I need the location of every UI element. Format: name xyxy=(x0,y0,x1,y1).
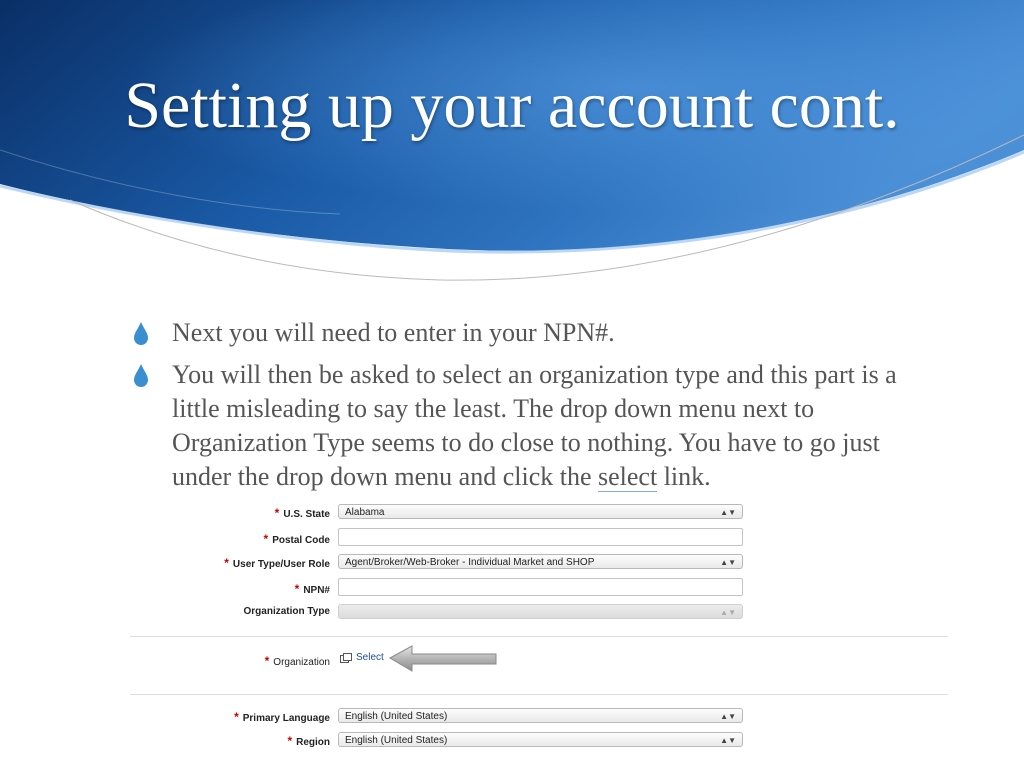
npn-input[interactable] xyxy=(338,578,743,596)
select-word: select xyxy=(598,462,658,491)
npn-row xyxy=(130,578,948,598)
us-state-value: Alabama xyxy=(345,507,385,518)
user-type-row xyxy=(130,552,948,572)
us-state-row xyxy=(130,502,948,522)
bullet-list xyxy=(132,316,932,502)
region-value: English (United States) xyxy=(345,735,448,746)
organization-type-row xyxy=(130,602,948,622)
organization-type-select[interactable] xyxy=(338,604,743,619)
title-banner xyxy=(0,0,1024,300)
primary-language-label: * Primary Language xyxy=(234,710,330,724)
select-link-text: Select xyxy=(356,652,384,663)
divider xyxy=(130,694,948,695)
organization-type-label: Organization Type xyxy=(243,606,330,617)
droplet-icon xyxy=(132,320,150,346)
left-arrow-icon xyxy=(388,644,498,674)
region-select[interactable] xyxy=(338,732,743,747)
select-arrows-icon: ▲▼ xyxy=(720,558,736,567)
account-form xyxy=(130,500,948,762)
bullet-text: Next you will need to enter in your NPN#. xyxy=(172,318,615,347)
region-label: * Region xyxy=(287,734,330,748)
postal-code-input[interactable] xyxy=(338,528,743,546)
organization-select-link[interactable] xyxy=(340,652,384,663)
bullet-item xyxy=(132,316,932,350)
user-type-label: * User Type/User Role xyxy=(224,556,330,570)
primary-language-value: English (United States) xyxy=(345,711,448,722)
droplet-icon xyxy=(132,362,150,388)
primary-language-select[interactable] xyxy=(338,708,743,723)
user-type-select[interactable] xyxy=(338,554,743,569)
region-row xyxy=(130,730,948,750)
user-type-value: Agent/Broker/Web-Broker - Individual Market and SHOP xyxy=(345,557,595,568)
primary-language-row xyxy=(130,706,948,726)
bullet-item xyxy=(132,358,932,494)
select-arrows-icon: ▲▼ xyxy=(720,508,736,517)
organization-row xyxy=(130,650,948,670)
npn-label: * NPN# xyxy=(294,582,330,596)
select-arrows-icon: ▲▼ xyxy=(720,712,736,721)
postal-code-label: * Postal Code xyxy=(263,532,330,546)
organization-label: * Organization xyxy=(264,654,330,668)
select-arrows-icon: ▲▼ xyxy=(720,608,736,617)
us-state-select[interactable] xyxy=(338,504,743,519)
postal-code-row xyxy=(130,528,948,548)
divider xyxy=(130,636,948,637)
bullet-text-end: link. xyxy=(657,462,711,491)
us-state-label: * U.S. State xyxy=(274,506,330,520)
select-arrows-icon: ▲▼ xyxy=(720,736,736,745)
slide-title: Setting up your account cont. xyxy=(124,69,900,142)
popup-window-icon xyxy=(340,653,352,663)
bullet-text: You will then be asked to select an organization type and this part is a little misleading to say the least. The drop down menu next to Organization Type seems to do close to nothing. You have to go just under the drop down menu and click the xyxy=(172,360,897,491)
